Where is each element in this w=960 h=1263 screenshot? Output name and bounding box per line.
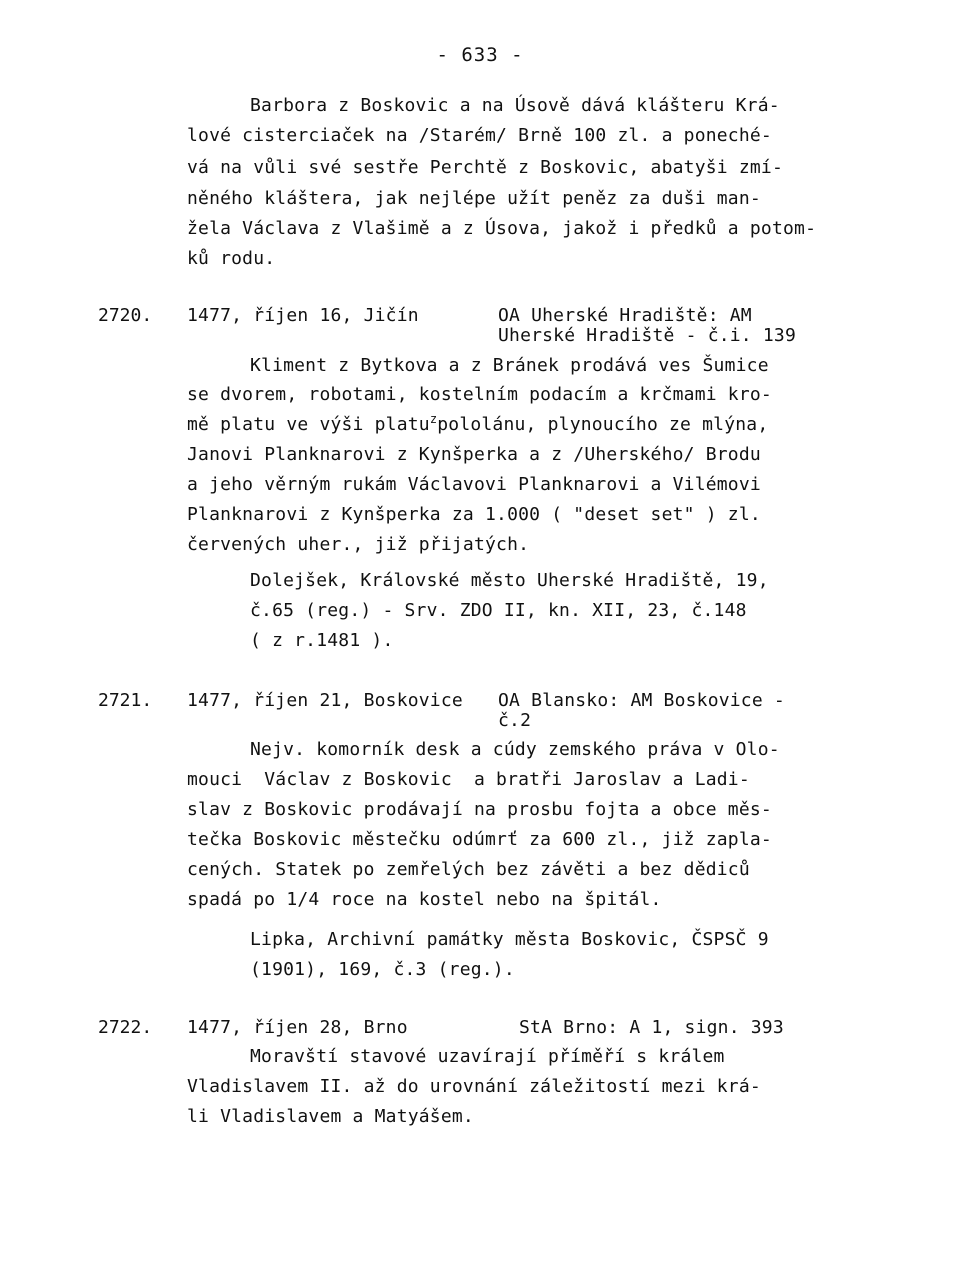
- entry-body-line: Vladislavem II. až do urovnání záležitostí mezi krá-: [187, 1076, 761, 1097]
- page-number: - 633 -: [436, 44, 524, 66]
- body-text: mě platu ve výši platu: [187, 414, 430, 435]
- entry-source: Uherské Hradiště - č.i. 139: [498, 325, 796, 346]
- entry-header: 1477, říjen 21, Boskovice: [187, 690, 463, 711]
- entry-body-line: červených uher., již přijatých.: [187, 534, 530, 555]
- entry-source: OA Uherské Hradiště: AM: [498, 305, 752, 326]
- superscript: z: [429, 412, 438, 426]
- entry-body-line: [187, 414, 768, 436]
- entry-body-line: mouci Václav z Boskovic a bratři Jaroslav a Ladi-: [187, 769, 750, 790]
- entry-body-line: tečka Boskovic městečku odúmrť za 600 zl., již zapla-: [187, 829, 772, 850]
- intro-line: vá na vůli své sestře Perchtě z Boskovic, abatyši zmí-: [187, 157, 783, 178]
- body-text: pololánu, plynoucího ze mlýna,: [437, 414, 769, 435]
- entry-number: 2721.: [98, 690, 153, 711]
- entry-body-line: Moravští stavové uzavírají příměří s králem: [250, 1046, 725, 1067]
- entry-body-line: Janovi Planknarovi z Kynšperka a z /Uherského/ Brodu: [187, 444, 761, 465]
- intro-line: ků rodu.: [187, 248, 276, 269]
- entry-source: OA Blansko: AM Boskovice -: [498, 690, 785, 711]
- entry-source: StA Brno: A 1, sign. 393: [519, 1017, 784, 1038]
- entry-body-line: a jeho věrným rukám Václavovi Planknarovi a Vilémovi: [187, 474, 761, 495]
- intro-line: Barbora z Boskovic a na Úsově dává klášteru Krá-: [250, 95, 780, 116]
- entry-body-line: se dvorem, robotami, kostelním podacím a krčmami kro-: [187, 384, 772, 405]
- entry-number: 2722.: [98, 1017, 153, 1038]
- entry-header: 1477, říjen 28, Brno: [187, 1017, 408, 1038]
- entry-literature: (1901), 169, č.3 (reg.).: [250, 959, 515, 980]
- entry-body-line: Planknarovi z Kynšperka za 1.000 ( "deset set" ) zl.: [187, 504, 761, 525]
- intro-line: žela Václava z Vlašimě a z Úsova, jakož i předků a potom-: [187, 218, 817, 239]
- entry-body-line: Kliment z Bytkova a z Bránek prodává ves Šumice: [250, 355, 769, 376]
- entry-body-line: Nejv. komorník desk a cúdy zemského práva v Olo-: [250, 739, 780, 760]
- intro-line: něného kláštera, jak nejlépe užít peněz za duši man-: [187, 188, 761, 209]
- entry-body-line: spadá po 1/4 roce na kostel nebo na špitál.: [187, 889, 662, 910]
- entry-number: 2720.: [98, 305, 153, 326]
- entry-literature: č.65 (reg.) - Srv. ZDO II, kn. XII, 23, č.148: [250, 600, 747, 621]
- entry-body-line: li Vladislavem a Matyášem.: [187, 1106, 474, 1127]
- entry-body-line: slav z Boskovic prodávají na prosbu fojta a obce měs-: [187, 799, 772, 820]
- entry-header: 1477, říjen 16, Jičín: [187, 305, 419, 326]
- intro-line: lové cisterciaček na /Starém/ Brně 100 zl. a poneché-: [187, 125, 772, 146]
- entry-body-line: cených. Statek po zemřelých bez závěti a bez dědiců: [187, 859, 750, 880]
- entry-literature: ( z r.1481 ).: [250, 630, 394, 651]
- entry-literature: Dolejšek, Královské město Uherské Hradiště, 19,: [250, 570, 769, 591]
- entry-literature: Lipka, Archivní památky města Boskovic, ČSPSČ 9: [250, 929, 769, 950]
- entry-source: č.2: [498, 710, 532, 731]
